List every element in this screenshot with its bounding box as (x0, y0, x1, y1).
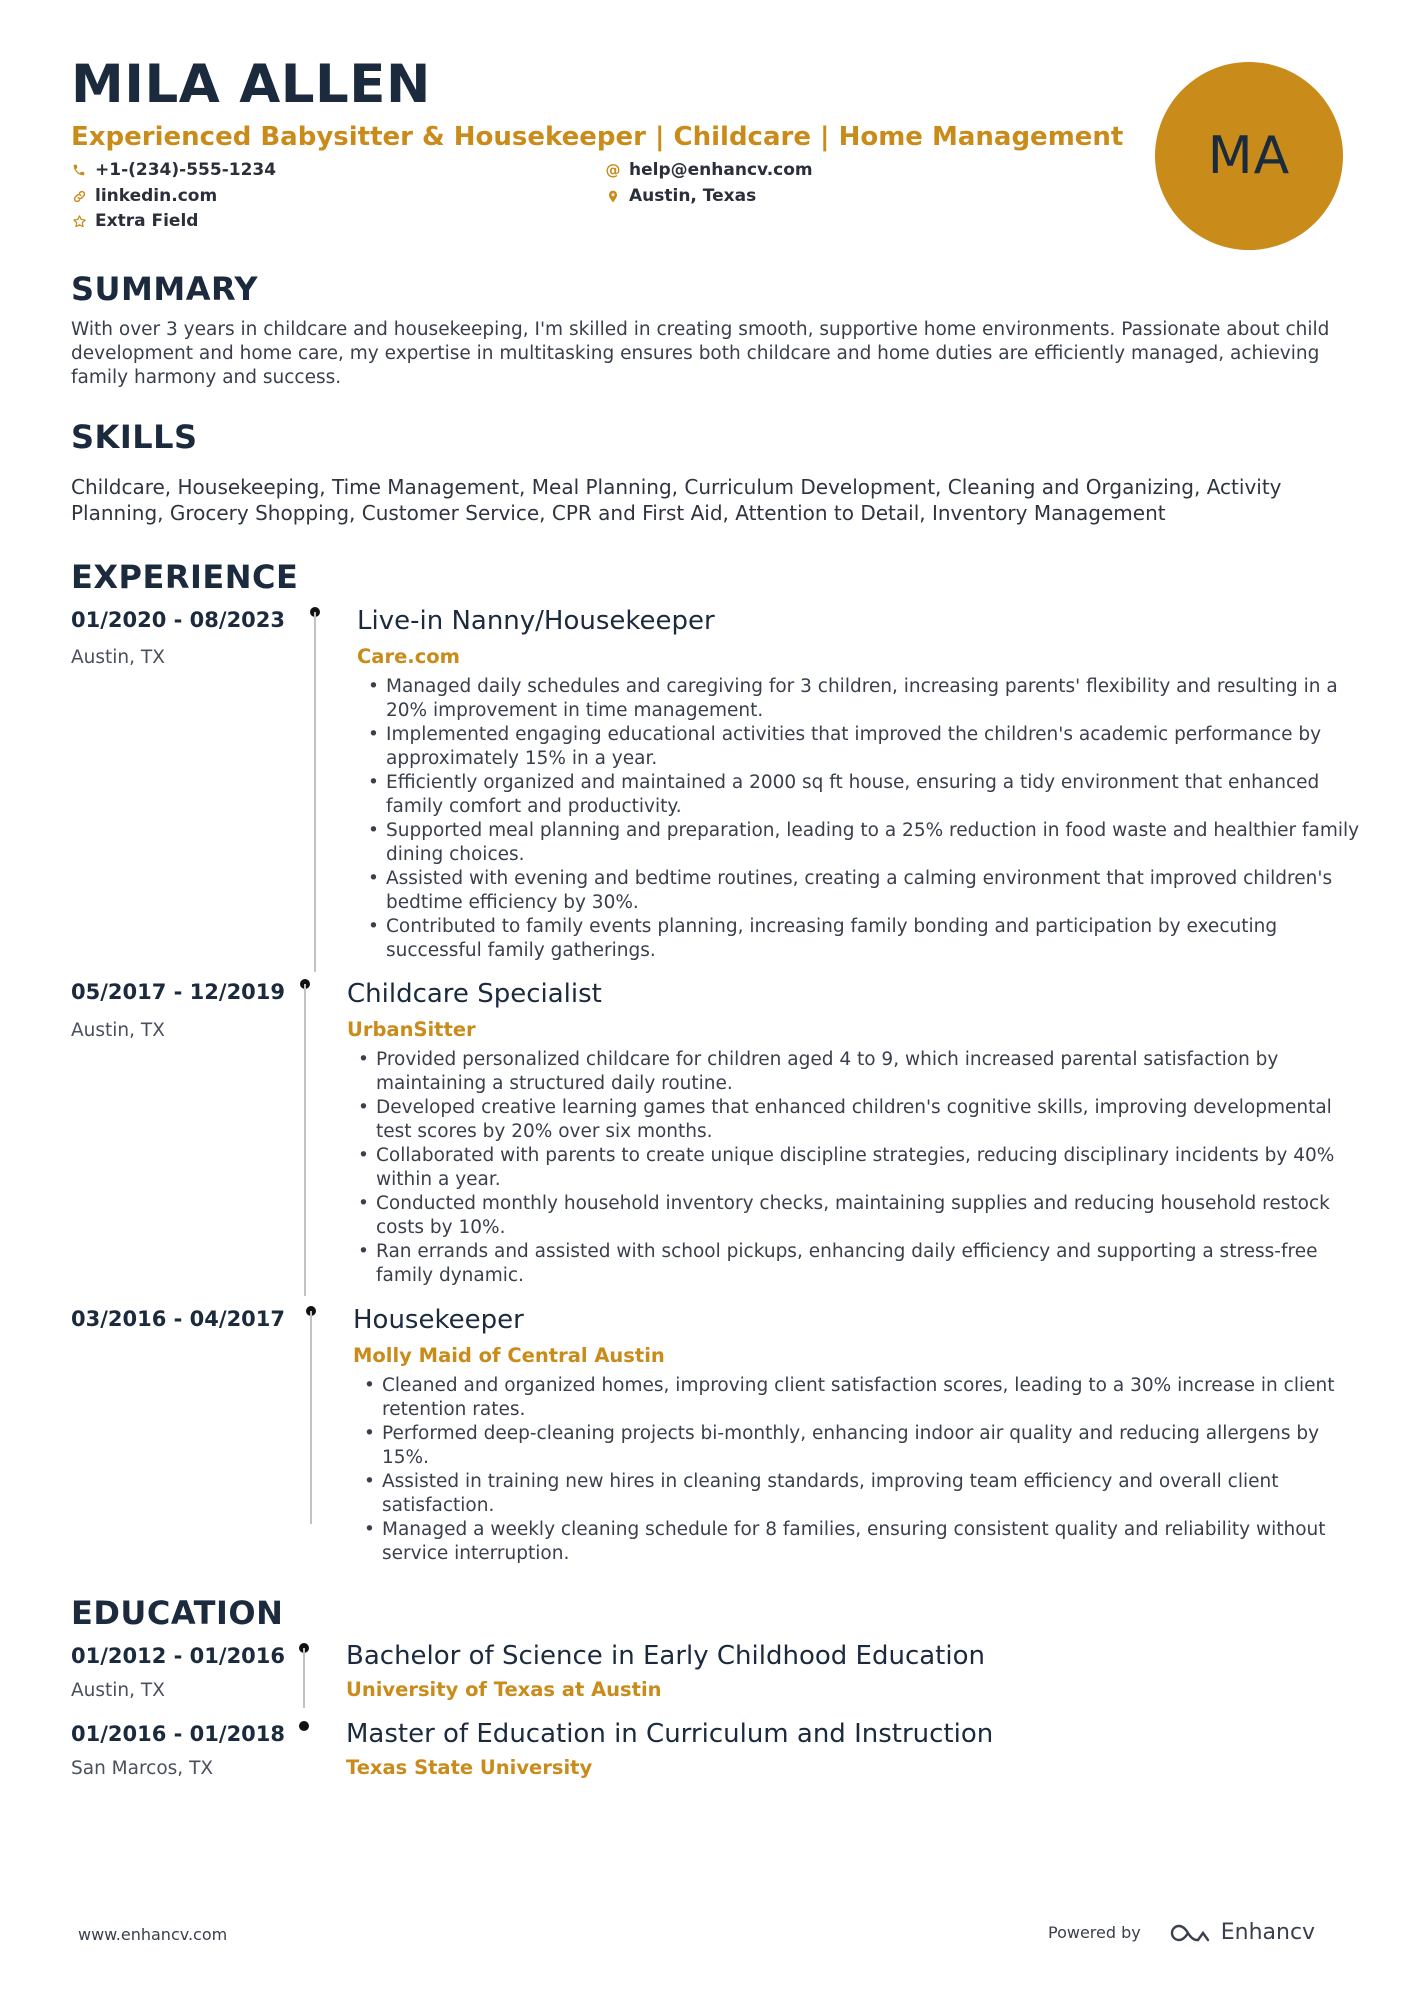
list-item: • Collaborated with parents to create unique discipline strategies, reducing disciplinary incidents by 40% within a year. (355, 1144, 1355, 1192)
job-company: Molly Maid of Central Austin (353, 1344, 665, 1367)
summary-text: With over 3 years in childcare and housekeeping, I'm skilled in creating smooth, supportive home environments. Passionate about child development and home care, my expertise in multitasking ensures both childcare and home duties are efficiently managed, achieving family harmony and success. (71, 319, 1330, 388)
list-item: • Efficiently organized and maintained a 2000 sq ft house, ensuring a tidy environment that enhanced family comfort and productivity. (365, 771, 1365, 819)
degree-title: Bachelor of Science in Early Childhood Education (346, 1641, 985, 1671)
job-dates: 05/2017 - 12/2019 (71, 980, 286, 1004)
candidate-name: MILA ALLEN (71, 54, 431, 115)
footer-branding (1048, 1920, 1315, 1945)
brand-name: Enhancv (1220, 1920, 1316, 1945)
job-bullets (365, 675, 1365, 963)
list-item: • Assisted in training new hires in cleaning standards, improving team efficiency and overall client satisfaction. (361, 1470, 1361, 1518)
skills-text: Childcare, Housekeeping, Time Management, Meal Planning, Curriculum Development, Cleaning and Organizing, Activity Planning, Grocery Shopping, Customer Service, CPR and First Aid, Attention to Detail, Inventory Management (71, 475, 1282, 525)
experience-heading: EXPERIENCE (71, 558, 299, 596)
list-item: • Performed deep-cleaning projects bi-monthly, enhancing indoor air quality and reducing allergens by 15%. (361, 1422, 1361, 1470)
map-pin-icon (605, 188, 621, 204)
school-name: Texas State University (346, 1756, 593, 1779)
edu-location: Austin, TX (71, 1680, 165, 1701)
link-icon (71, 188, 87, 204)
extra-text: Extra Field (95, 211, 199, 231)
at-icon: @ (605, 161, 621, 179)
list-item: • Managed daily schedules and caregiving for 3 children, increasing parents' flexibility and resulting in a 20% improvement in time management. (365, 675, 1365, 723)
footer-website[interactable]: www.enhancv.com (78, 1925, 228, 1944)
list-item: • Ran errands and assisted with school pickups, enhancing daily efficiency and supporting a stress-free family dynamic. (355, 1240, 1355, 1288)
list-item: • Provided personalized childcare for children aged 4 to 9, which increased parental satisfaction by maintaining a structured daily routine. (355, 1048, 1355, 1096)
list-item: • Implemented engaging educational activities that improved the children's academic performance by approximately 15% in a year. (365, 723, 1365, 771)
star-icon (71, 213, 87, 229)
list-item: • Developed creative learning games that enhanced children's cognitive skills, improving developmental test scores by 20% over six months. (355, 1096, 1355, 1144)
timeline-dot (299, 1721, 309, 1731)
job-dates: 03/2016 - 04/2017 (71, 1307, 286, 1331)
list-item: • Assisted with evening and bedtime routines, creating a calming environment that improved children's bedtime efficiency by 30%. (365, 867, 1365, 915)
brand-logo[interactable] (1167, 1920, 1315, 1945)
edu-location: San Marcos, TX (71, 1758, 214, 1779)
job-bullets (361, 1374, 1361, 1566)
timeline-line (314, 612, 316, 972)
timeline-line (304, 984, 306, 1296)
school-name: University of Texas at Austin (346, 1678, 662, 1701)
job-location: Austin, TX (71, 647, 165, 668)
contact-email[interactable] (605, 160, 813, 180)
linkedin-text: linkedin.com (95, 186, 218, 206)
job-title: Childcare Specialist (347, 979, 602, 1009)
job-bullets (355, 1048, 1355, 1288)
phone-text: +1-(234)-555-1234 (95, 160, 277, 180)
powered-by-label: Powered by (1048, 1923, 1141, 1942)
job-company: UrbanSitter (347, 1018, 476, 1041)
job-title: Live-in Nanny/Housekeeper (357, 606, 715, 636)
degree-title: Master of Education in Curriculum and Instruction (346, 1719, 994, 1749)
avatar-initials: MA (1207, 126, 1291, 186)
job-location: Austin, TX (71, 1020, 165, 1041)
contact-linkedin[interactable] (71, 186, 217, 206)
list-item: • Contributed to family events planning, increasing family bonding and participation by executing successful family gatherings. (365, 915, 1365, 963)
contact-phone (71, 160, 276, 180)
avatar (1155, 62, 1343, 250)
infinity-icon (1167, 1921, 1213, 1945)
phone-icon (71, 162, 87, 178)
timeline-line (303, 1648, 305, 1708)
timeline-line (310, 1311, 312, 1524)
skills-heading: SKILLS (71, 418, 198, 456)
job-dates: 01/2020 - 08/2023 (71, 608, 286, 632)
list-item: • Managed a weekly cleaning schedule for 8 families, ensuring consistent quality and reliability without service interruption. (361, 1518, 1361, 1566)
list-item: • Cleaned and organized homes, improving client satisfaction scores, leading to a 30% increase in client retention rates. (361, 1374, 1361, 1422)
list-item: • Conducted monthly household inventory checks, maintaining supplies and reducing household restock costs by 10%. (355, 1192, 1355, 1240)
job-company: Care.com (357, 645, 460, 668)
candidate-headline: Experienced Babysitter & Housekeeper | Childcare | Home Management (71, 122, 1124, 152)
contact-location (605, 186, 756, 206)
edu-dates: 01/2012 - 01/2016 (71, 1644, 286, 1668)
job-title: Housekeeper (353, 1305, 524, 1335)
location-text: Austin, Texas (629, 186, 757, 206)
list-item: • Supported meal planning and preparation, leading to a 25% reduction in food waste and healthier family dining choices. (365, 819, 1365, 867)
education-heading: EDUCATION (71, 1594, 284, 1632)
summary-heading: SUMMARY (71, 270, 259, 308)
contact-extra (71, 211, 198, 231)
edu-dates: 01/2016 - 01/2018 (71, 1722, 286, 1746)
email-text: help@enhancv.com (629, 160, 813, 180)
